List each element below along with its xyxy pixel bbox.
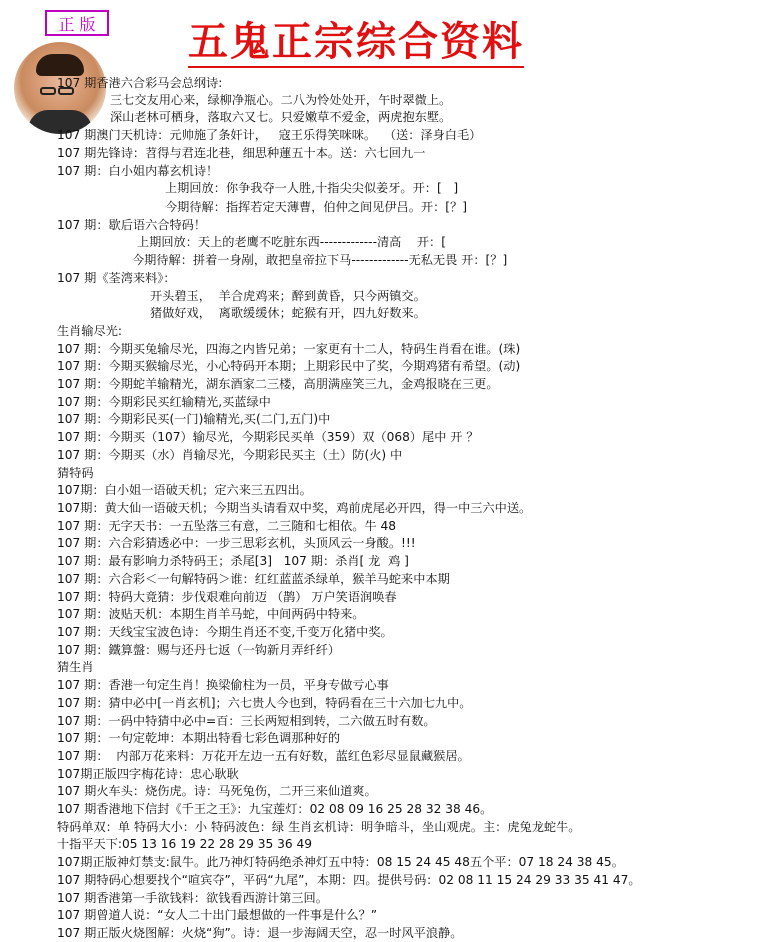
page-title: 五鬼正宗综合资料 <box>188 18 524 68</box>
text-line: 开头碧玉， 羊合虎鸡来；醉到黄昏，只今两镇交。 <box>150 288 426 303</box>
text-line: 107 期：今期买（107）输尽光，今期彩民买单（359）双（068）尾中 开 ？ <box>57 430 479 445</box>
text-line: 生肖输尽光: <box>57 323 123 338</box>
text-line: 107 期：一码中特猜中必中=百：三长两短相到转，二六做五时有数。 <box>57 713 436 728</box>
text-line: 107 期香港六合彩马会总纲诗: <box>57 76 223 90</box>
edition-badge: 正 版 <box>45 10 109 36</box>
text-line: 107 期特码心想要找个“喧宾夺”，平码“九尾”，本期：四。提供号码：02 08 11 15 24 29 33 35 41 47。 <box>57 872 641 887</box>
text-line: 107 期：最有影响力杀特码王；杀尾[3] 107 期：杀肖[ 龙 鸡 ] <box>57 554 409 569</box>
text-line: 107 期：天线宝宝波色诗：今期生肖还不变,千变万化猪中奖。 <box>57 624 393 639</box>
text-line: 上期回放：你争我夺一人胜,十指尖尖似姜牙。开：[ ] <box>165 181 459 196</box>
text-line: 猜生肖 <box>57 660 94 675</box>
text-line: 107 期火车头：烧伤虎。诗：马死兔伤，二开三来仙道爽。 <box>57 784 377 799</box>
text-line: 107期正版神灯禁支:鼠牛。此乃神灯特码绝杀神灯五中特：08 15 24 45 48五个平：07 18 24 38 45。 <box>57 855 624 870</box>
text-line: 107 期：今期蛇羊输精光，湖东酒家二三楼，高朋满座笑三九，金鸡报晓在三更。 <box>57 377 499 392</box>
text-line: 107 期：白小姐内幕玄机诗！ <box>57 163 219 178</box>
text-line: 107 期：今期彩民买红输精光,买蓝绿中 <box>57 394 271 409</box>
text-line: 今期待解：指挥若定天薄曹，伯仲之间见伊吕。开：[？] <box>165 199 468 214</box>
text-line: 107 期：无字天书：一五坠落三有意，二三随和七相依。牛 48 <box>57 518 397 533</box>
text-line: 十指平天下:05 13 16 19 22 28 29 35 36 49 <box>57 837 312 852</box>
text-line: 107 期：今期彩民买(一门)输精光,买(二门,五门)中 <box>57 412 331 427</box>
text-line: 107 期《荃湾来料》： <box>57 270 176 285</box>
text-line: 107 期：六合彩猜透必中：一步三思彩玄机，头顶风云一身酸。!!! <box>57 536 416 551</box>
text-line: 107 期：今期买（水）肖输尽光，今期彩民买主（土）防(火) 中 <box>57 447 403 462</box>
text-line: 今期待解：拼着一身剐，敢把皇帝拉下马-------------无私无畏 开：[？] <box>132 253 508 268</box>
text-line: 107 期：鐵算盤：赐与还丹七返（一钩新月弄纤纤） <box>57 642 341 657</box>
text-line: 猪做好戏， 离歌缓缓休；蛇猴有开，四九好数来。 <box>150 306 426 321</box>
text-line: 深山老林可栖身，落取六又七。只爱嫩草不爱金，两虎抱东墅。 <box>110 110 452 125</box>
text-line: 107期：白小姐一语破天机；定六来三五四出。 <box>57 483 312 498</box>
text-line: 107期正版四字梅花诗：忠心耿耿 <box>57 766 239 781</box>
text-line: 107 期：今期买兔输尽光，四海之内皆兄弟；一家更有十二人，特码生肖看在谁。(珠) <box>57 341 521 356</box>
text-line: 三七交友用心来，绿柳净瓶心。二八为怜处处开，午时翠微上。 <box>110 92 452 107</box>
text-line: 107 期：六合彩＜一句解特码＞谁：红红蓝蓝杀绿单，猴羊马蛇来中本期 <box>57 571 450 586</box>
avatar-hair <box>36 54 84 76</box>
text-line: 107 期香港第一手欲钱料：欲钱看西游计第三回。 <box>57 890 328 905</box>
text-line: 猜特码 <box>57 465 94 480</box>
text-line: 107 期：香港一句定生肖！换梁偷柱为一员，平身专做亏心事 <box>57 678 389 693</box>
text-line: 107 期先锋诗：苕得与君连北巷，细思种蓮五十本。送：六七回九一 <box>57 145 426 160</box>
text-line: 107 期：一句定乾坤：本期出特看七彩色调那种好的 <box>57 731 341 746</box>
text-line: 107 期：今期买猴输尽光，小心特码开本期；上期彩民中了奖，今期鸡猪有希望。(动) <box>57 359 521 374</box>
text-line: 107 期香港地下信封《千王之王》：九宝莲灯：02 08 09 16 25 28 32 38 46。 <box>57 802 493 817</box>
text-line: 107 期： 内部万花来料：万花开左边一五有好数，蓝红色彩尽显鼠藏猴居。 <box>57 748 470 763</box>
text-line: 特码单双：单 特码大小：小 特码波色：绿 生肖玄机诗：明争暗斗，坐山观虎。主：虎兔龙蛇牛。 <box>57 819 581 834</box>
text-line: 107 期：特码大竟猜：步伐艰难向前迈 （鹊） 万户笑语润唤春 <box>57 589 397 604</box>
text-line: 107 期：波贴天机：本期生肖羊马蛇，中间两码中特来。 <box>57 607 365 622</box>
text-line: 上期回放：天上的老鹰不吃脏东西-------------清高 开：[ <box>137 235 446 250</box>
text-line: 107 期：猜中必中[一肖玄机]；六七贵人今也到，特码看在三十六加七九中。 <box>57 695 472 710</box>
text-line: 107期：黄大仙一语破天机；今期当头请看双中奖，鸡前虎尾必开四，得一中三六中送。 <box>57 501 532 515</box>
text-line: 107 期曾道人说：“女人二十出门最想做的一件事是什么？” <box>57 908 378 923</box>
text-line: 107 期：歇后语六合特码！ <box>57 217 207 232</box>
text-line: 107 期澳门天机诗：元帅施了条奸计， 寇王乐得笑咪咪。 （送：泽身白毛） <box>57 128 482 143</box>
text-line: 107 期正版火烧图解：火烧“狗”。诗：退一步海阔天空，忍一时风平浪静。 <box>57 926 463 940</box>
